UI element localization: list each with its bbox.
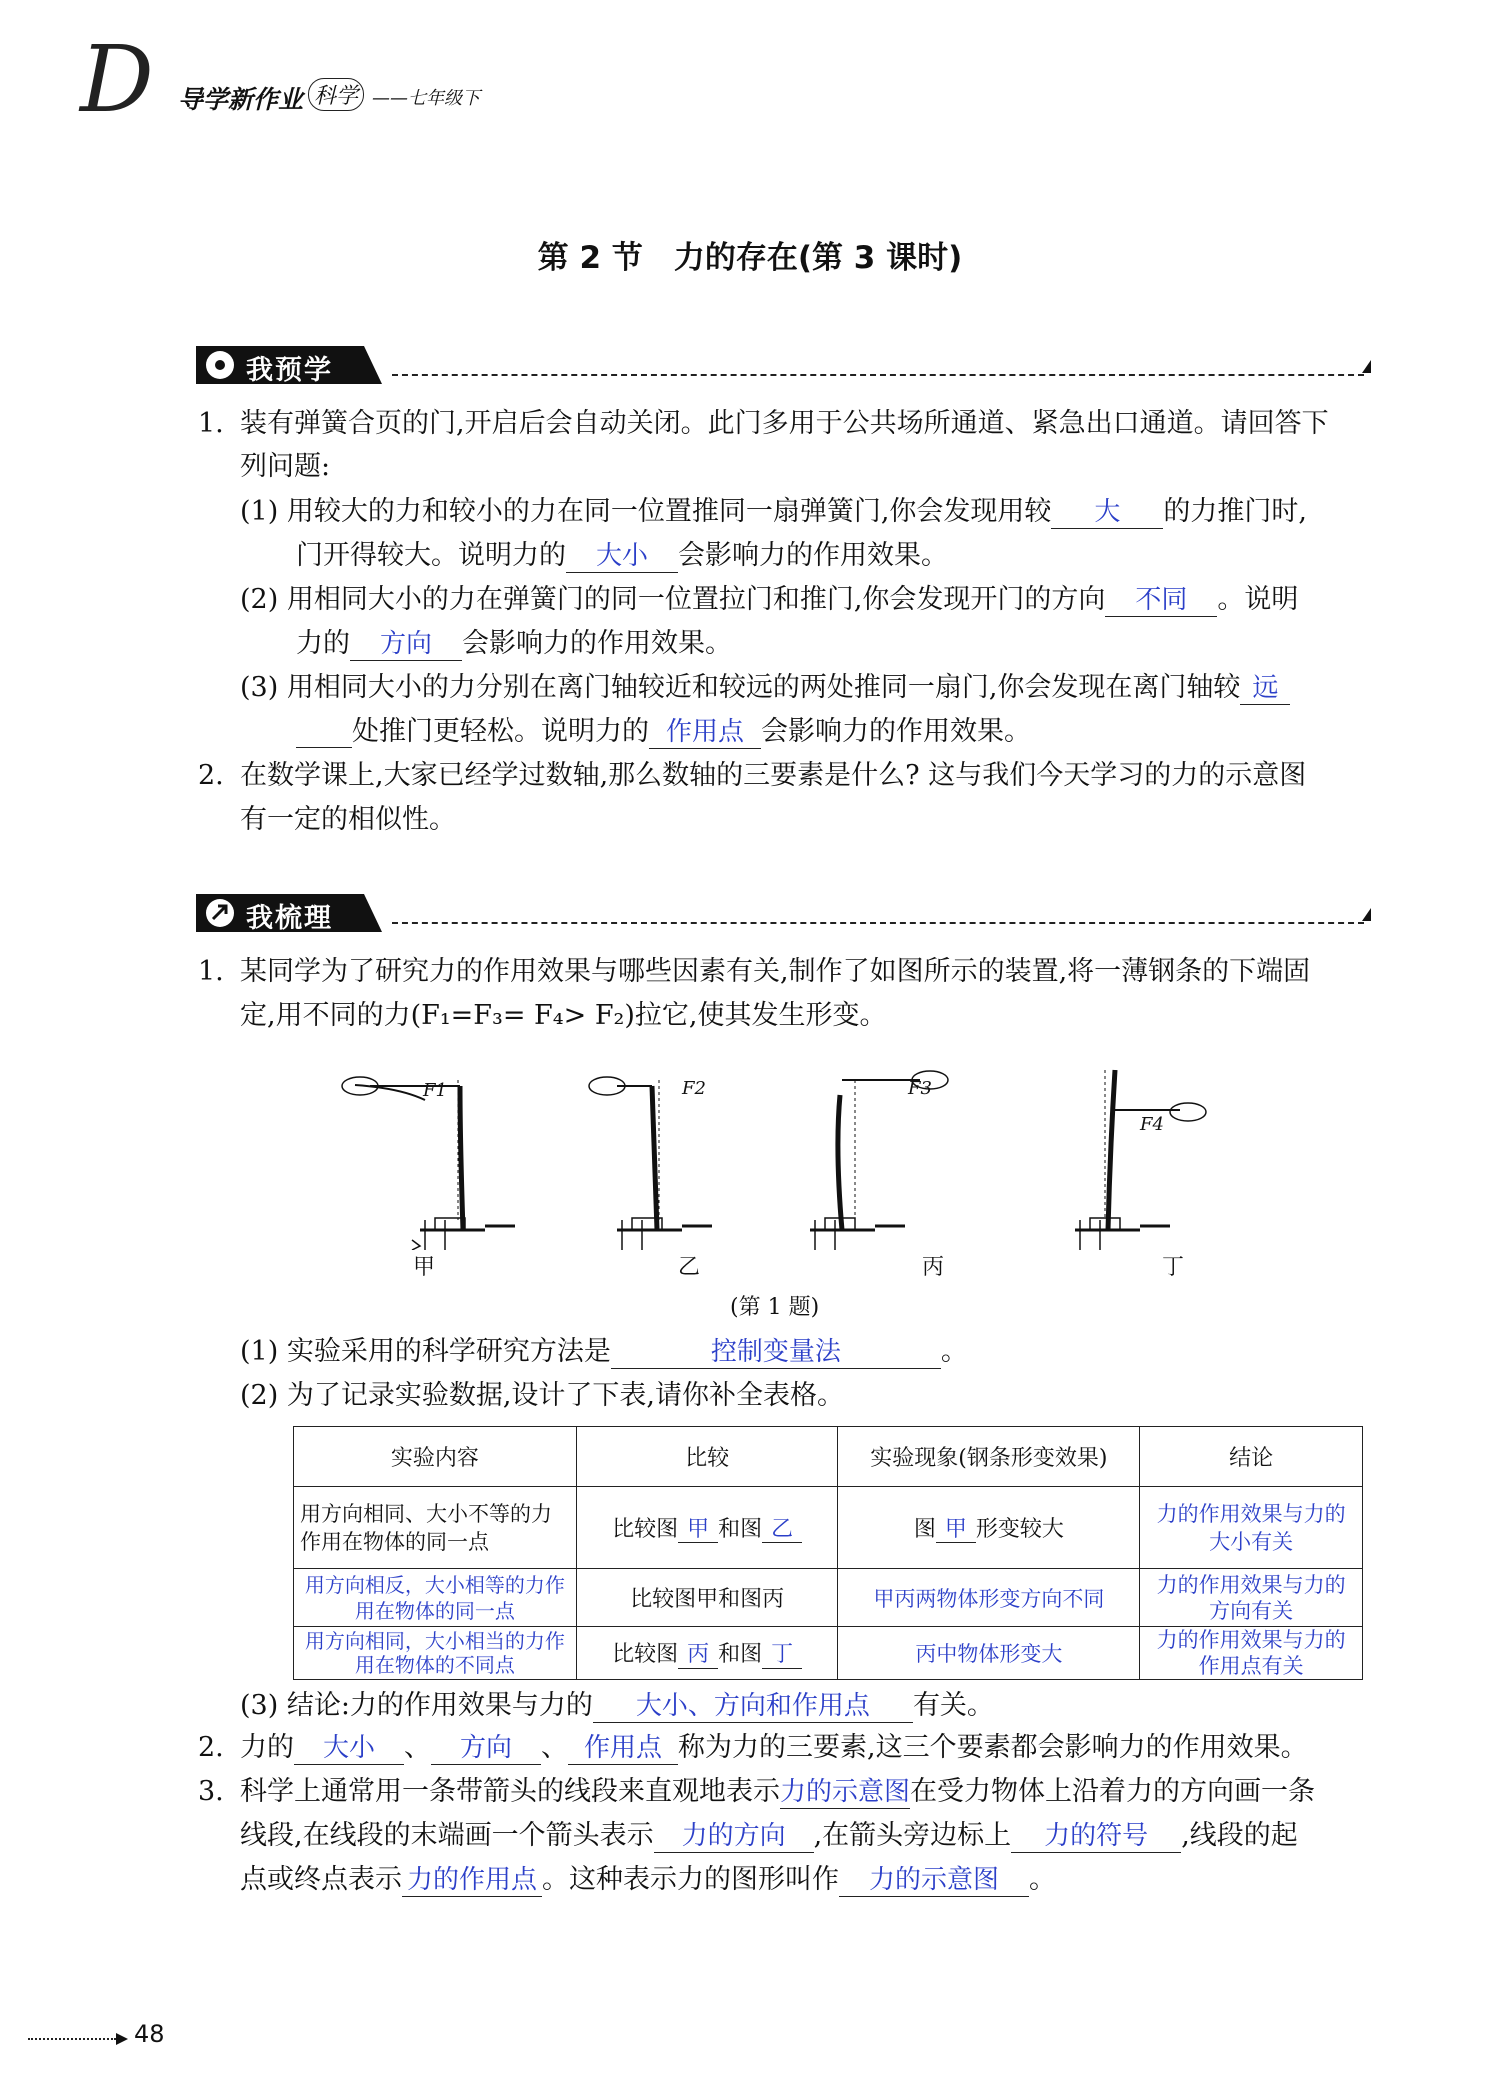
table-row <box>294 1487 1363 1569</box>
q-number: 2. <box>198 1732 224 1763</box>
answer-blank: 大小、方向和作用点 <box>593 1692 913 1723</box>
question-text: 列问题: <box>240 451 331 482</box>
text: ,在箭头旁边标上 <box>813 1820 1012 1851</box>
answer-blank: 大小 <box>566 542 678 573</box>
answer-blank: 甲 <box>678 1517 718 1543</box>
blank-tail <box>296 716 352 748</box>
table-cell: 用方向相反，大小相等的力作用在物体的同一点 <box>294 1569 577 1627</box>
table-cell <box>576 1487 838 1569</box>
figure-jia <box>342 1077 515 1250</box>
sub-question-1 <box>240 492 1307 532</box>
table-cell: 丙中物体形变大 <box>838 1627 1140 1680</box>
figure-ding <box>1075 1070 1206 1250</box>
figure-label: 甲 <box>413 1255 436 1280</box>
text: 门开得较大。说明力的 <box>296 540 566 571</box>
table-cell <box>576 1627 838 1680</box>
question-text: 某同学为了研究力的作用效果与哪些因素有关,制作了如图所示的装置,将一薄钢条的下端固 <box>240 956 1311 987</box>
sub-question-1 <box>240 1332 968 1372</box>
answer-blank: 力的示意图 <box>839 1866 1029 1897</box>
table-header: 实验内容 <box>294 1427 577 1487</box>
text: 。 <box>1029 1864 1056 1895</box>
text: 称为力的三要素,这三个要素都会影响力的作用效果。 <box>678 1732 1308 1763</box>
question-text: 定,用不同的力(F₁=F₃= F₄> F₂)拉它,使其发生形变。 <box>240 1000 887 1031</box>
text: 会影响力的作用效果。 <box>761 716 1031 747</box>
sub-question-3-cont <box>296 712 1031 752</box>
text: 比较图 <box>612 1642 679 1668</box>
text: 。说明 <box>1217 584 1299 615</box>
footer-arrow <box>28 2034 128 2044</box>
text: 的力推门时, <box>1163 496 1308 527</box>
sub-question-3 <box>240 668 1290 708</box>
answer-blank: 大 <box>1051 498 1163 529</box>
section-review-label: 我梳理 <box>246 903 333 934</box>
text: 点或终点表示 <box>240 1864 402 1895</box>
answer-blank: 丁 <box>762 1642 802 1668</box>
q-number: 1. <box>198 956 224 987</box>
table-cell: 甲丙两物体形变方向不同 <box>838 1569 1140 1627</box>
force-label: F4 <box>1140 1114 1164 1135</box>
text: (3) 结论:力的作用效果与力的 <box>240 1690 593 1721</box>
figure-caption: (第 1 题) <box>730 1295 820 1320</box>
question-3-cont <box>240 1860 1056 1900</box>
corner-mark <box>1362 908 1372 922</box>
section-divider <box>392 374 1364 376</box>
answer-blank: 大小 <box>294 1734 404 1765</box>
table-cell: 比较图甲和图丙 <box>576 1569 838 1627</box>
text: 力的 <box>240 1732 294 1763</box>
q-number: 3. <box>198 1776 224 1807</box>
table-header: 比较 <box>576 1427 838 1487</box>
text: 图 <box>913 1516 936 1542</box>
answer-blank: 控制变量法 <box>611 1338 941 1369</box>
question-text: 装有弹簧合页的门,开启后会自动关闭。此门多用于公共场所通道、紧急出口通道。请回答下 <box>240 408 1329 439</box>
figure-label: 丁 <box>1162 1255 1185 1280</box>
text: 。 <box>940 1336 968 1367</box>
force-label: F2 <box>682 1078 706 1099</box>
text: (1) 用较大的力和较小的力在同一位置推同一扇弹簧门,你会发现用较 <box>240 496 1052 527</box>
q-number: 2. <box>198 760 224 791</box>
sub-question-2 <box>240 580 1298 620</box>
experiment-table <box>293 1426 1363 1680</box>
header <box>80 26 680 140</box>
page-title: 第 2 节 力的存在(第 3 课时) <box>537 240 963 276</box>
book-title: 导学新作业 <box>178 85 304 114</box>
question-3 <box>240 1772 1315 1812</box>
text: ,线段的起 <box>1181 1820 1298 1851</box>
answer-blank: 力的作用点 <box>402 1866 542 1897</box>
table-header: 实验现象(钢条形变效果) <box>838 1427 1140 1487</box>
answer-blank: 丙 <box>678 1642 718 1668</box>
question-text: 在数学课上,大家已经学过数轴,那么数轴的三要素是什么? 这与我们今天学习的力的示意图 <box>240 760 1307 791</box>
text: 和图 <box>718 1516 763 1542</box>
force-label: F3 <box>908 1078 932 1099</box>
answer-blank: 作用点 <box>649 718 761 749</box>
text: 、 <box>404 1732 431 1763</box>
table-cell: 用方向相同、大小不等的力作用在物体的同一点 <box>294 1487 577 1569</box>
answer-blank: 远 <box>1240 674 1290 705</box>
sub-question-1-cont <box>296 536 948 576</box>
figure-label: 丙 <box>922 1255 945 1280</box>
question-text: 有一定的相似性。 <box>240 804 456 835</box>
table-row <box>294 1569 1363 1627</box>
answer-blank: 乙 <box>762 1517 802 1543</box>
logo-letter: D <box>80 26 154 133</box>
answer-blank: 方向 <box>350 630 462 661</box>
table-cell: 力的作用效果与力的方向有关 <box>1140 1569 1363 1627</box>
text: 力的 <box>296 628 350 659</box>
table-cell: 用方向相同，大小相当的力作用在物体的不同点 <box>294 1627 577 1680</box>
figure-label: 乙 <box>678 1255 701 1280</box>
text: 。这种表示力的图形叫作 <box>542 1864 839 1895</box>
q-number: 1. <box>198 408 224 439</box>
answer-blank: 力的符号 <box>1011 1822 1181 1853</box>
text: 线段,在线段的末端画一个箭头表示 <box>240 1820 654 1851</box>
text: 、 <box>541 1732 568 1763</box>
subject-badge: 科学 <box>308 78 364 111</box>
figure-yi <box>589 1077 712 1250</box>
text: (2) 用相同大小的力在弹簧门的同一位置拉门和推门,你会发现开门的方向 <box>240 584 1106 615</box>
grade-label: ——七年级下 <box>372 88 480 109</box>
answer-blank: 力的示意图 <box>780 1777 911 1807</box>
answer-blank: 不同 <box>1105 586 1217 617</box>
experiment-figures <box>300 1050 1300 1250</box>
text: 和图 <box>718 1642 763 1668</box>
sub-question-2-cont <box>296 624 732 664</box>
table-header: 结论 <box>1140 1427 1363 1487</box>
text: 会影响力的作用效果。 <box>462 628 732 659</box>
answer-blank: 甲 <box>936 1517 976 1543</box>
table-cell: 力的作用效果与力的作用点有关 <box>1140 1627 1363 1680</box>
section-review-badge <box>196 894 382 932</box>
corner-mark <box>1362 360 1372 374</box>
answer-blank: 作用点 <box>568 1734 678 1765</box>
text: 科学上通常用一条带箭头的线段来直观地表示 <box>240 1776 780 1807</box>
table-cell: 力的作用效果与力的大小有关 <box>1140 1487 1363 1569</box>
text: 在受力物体上沿着力的方向画一条 <box>910 1776 1315 1807</box>
sub-question-3 <box>240 1686 994 1726</box>
text: 处推门更轻松。说明力的 <box>352 716 649 747</box>
force-label: F1 <box>423 1080 447 1101</box>
text: 会影响力的作用效果。 <box>678 540 948 571</box>
sub-question-2: (2) 为了记录实验数据,设计了下表,请你补全表格。 <box>240 1380 844 1411</box>
table-cell <box>838 1487 1140 1569</box>
section-preview-label: 我预学 <box>246 355 333 386</box>
answer-blank: 方向 <box>431 1734 541 1765</box>
text: 形变较大 <box>975 1516 1064 1542</box>
question-3-cont <box>240 1816 1298 1856</box>
arrow-icon <box>116 2033 128 2045</box>
table-row <box>294 1627 1363 1680</box>
page-number: 48 <box>134 2020 165 2048</box>
text: (1) 实验采用的科学研究方法是 <box>240 1336 611 1367</box>
text: (3) 用相同大小的力分别在离门轴较近和较远的两处推同一扇门,你会发现在离门轴较 <box>240 672 1241 703</box>
question-2 <box>240 1728 1308 1768</box>
answer-blank: 力的方向 <box>654 1822 814 1853</box>
section-divider <box>392 922 1364 924</box>
text: 比较图 <box>612 1516 679 1542</box>
section-preview-badge <box>196 346 382 384</box>
table-header-row <box>294 1427 1363 1487</box>
text: 有关。 <box>912 1690 994 1721</box>
